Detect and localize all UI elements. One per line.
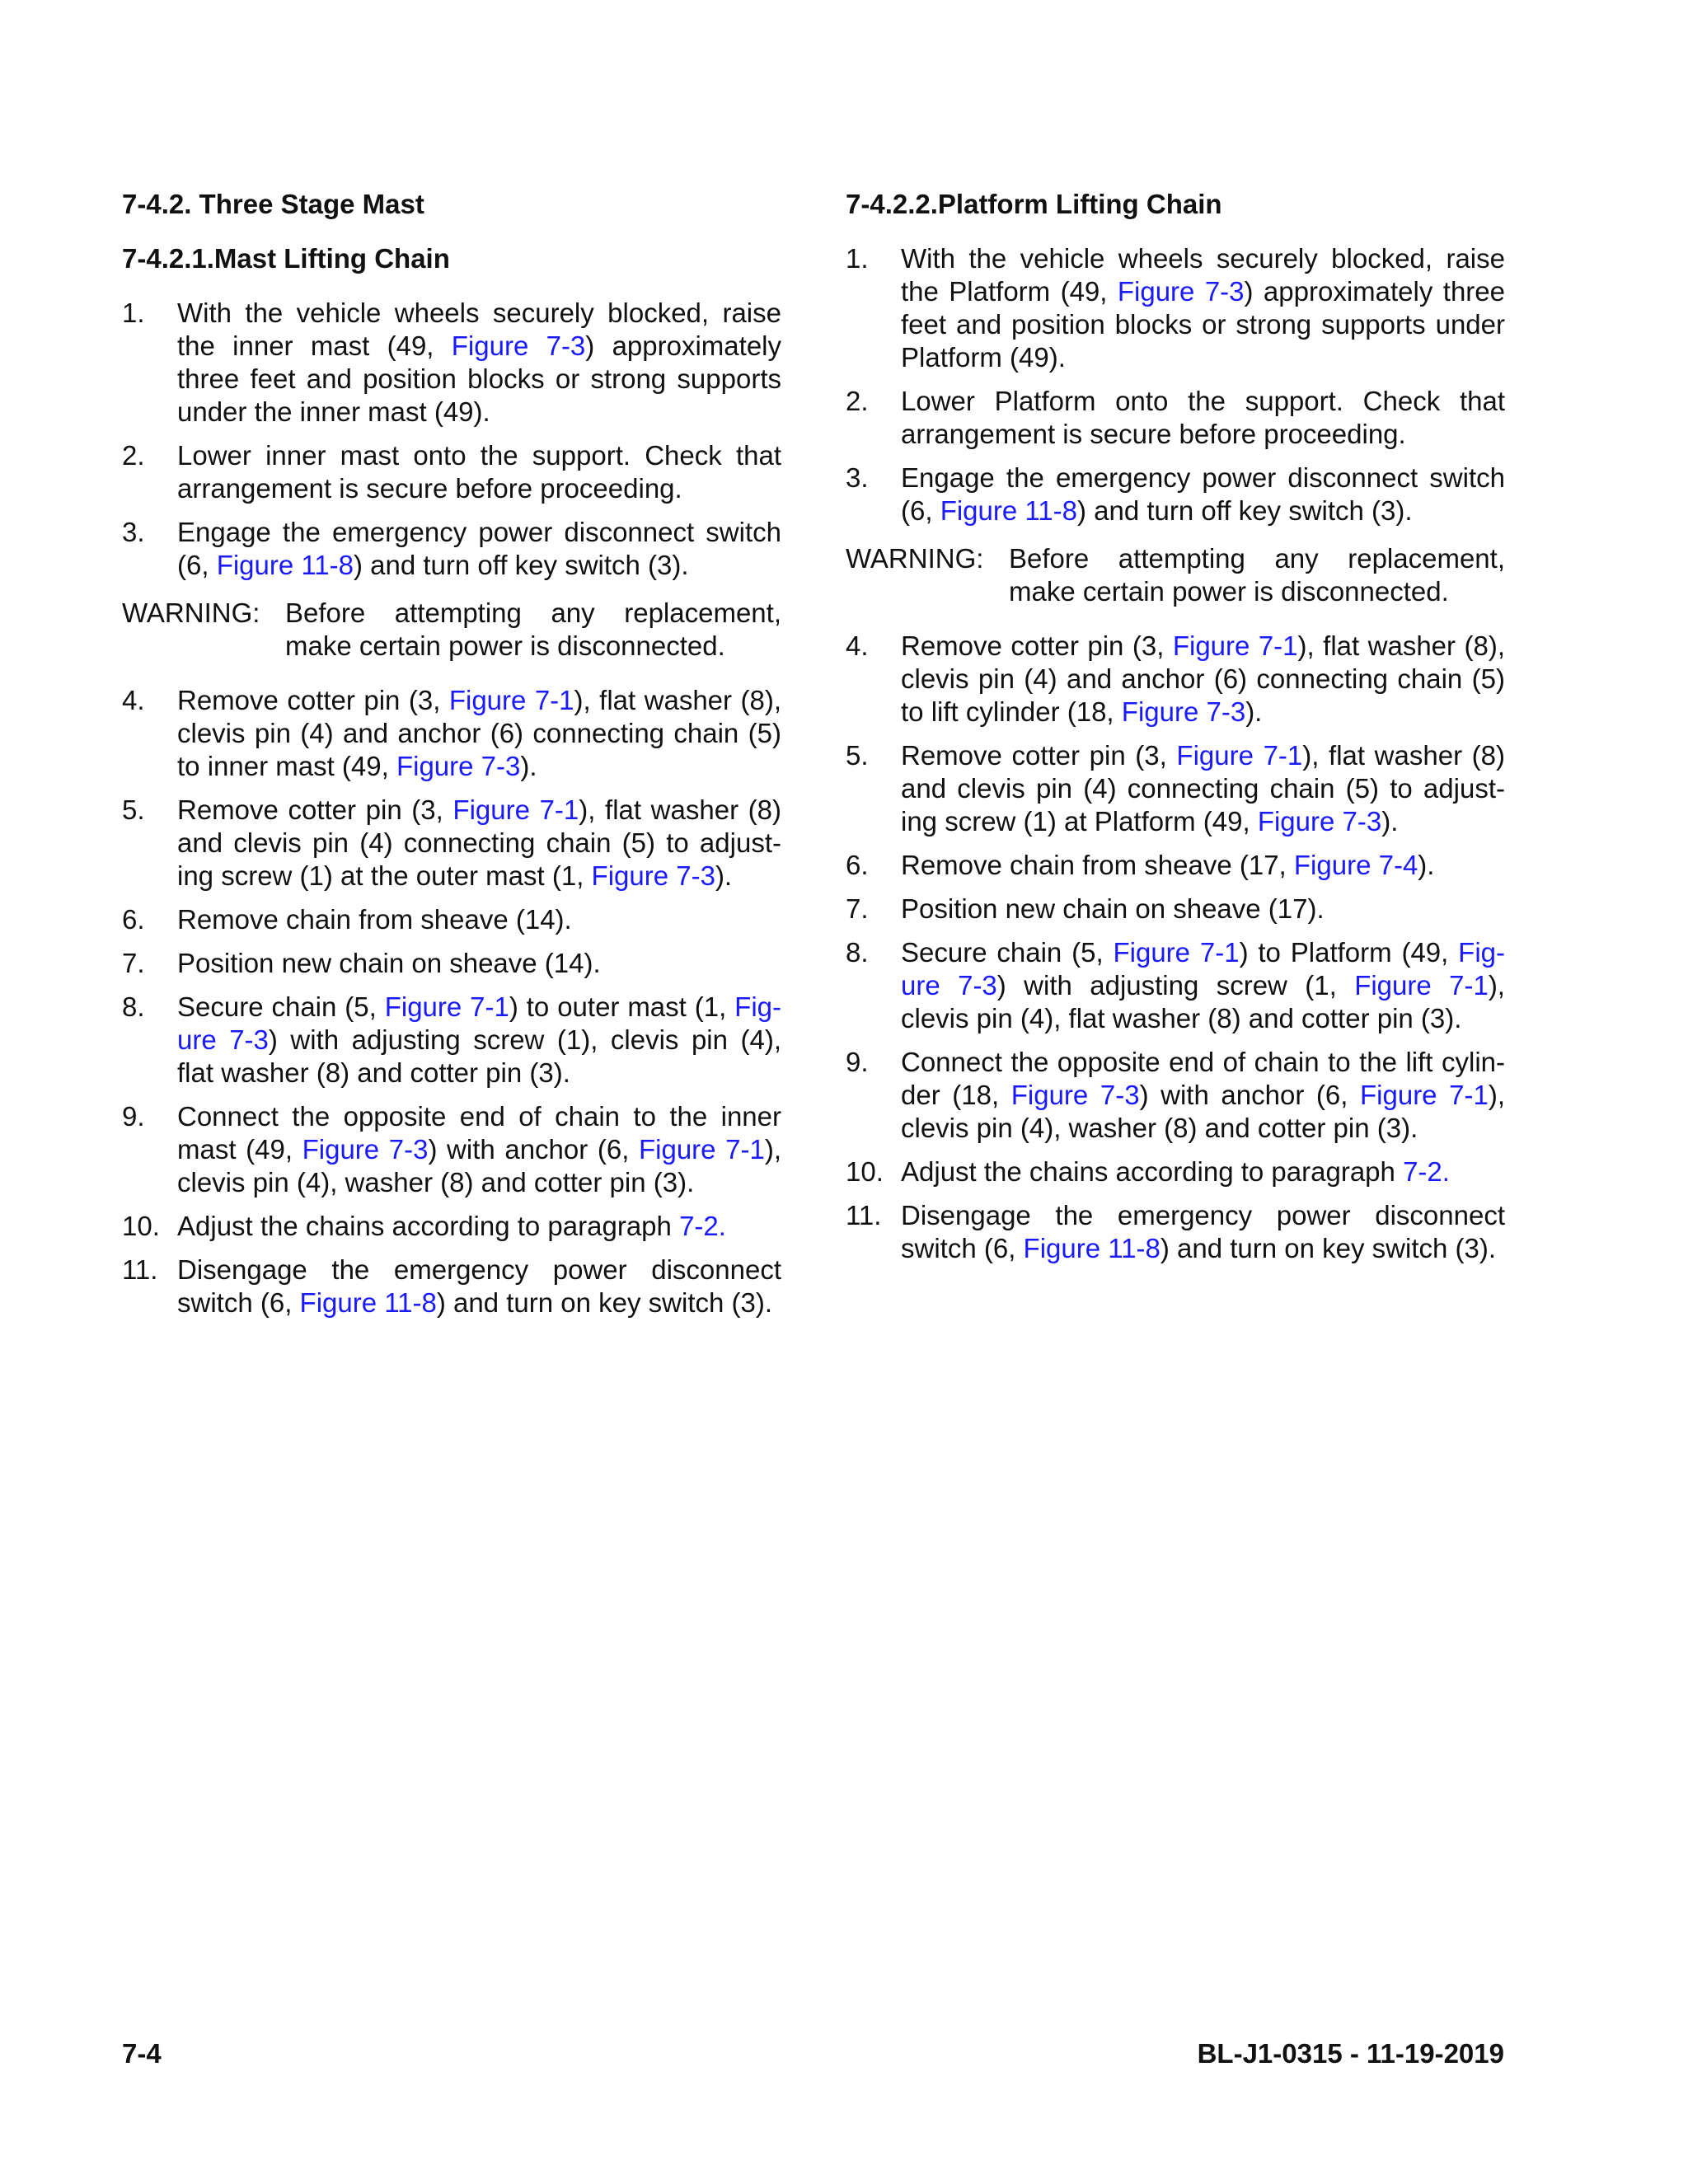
list-item (122, 516, 781, 582)
figure-link[interactable]: 7-2. (679, 1211, 726, 1241)
list-item (122, 1254, 781, 1319)
step-text-segment: ), clevis pin (4), washer (8) and cotter pin (3). (177, 1134, 781, 1197)
warning-note (846, 542, 1505, 608)
step-number: 7. (846, 893, 869, 924)
warning-label: WARNING: (846, 543, 984, 574)
figure-link[interactable]: Figure 7-1 (1113, 937, 1240, 968)
subsection-heading: 7-4.2.1.Mast Lifting Chain (122, 243, 450, 274)
step-text (901, 243, 1505, 373)
step-text (177, 948, 601, 978)
figure-link[interactable]: Figure 7-1 (1354, 970, 1489, 1001)
step-text-segment: ) and turn off key switch (3). (354, 550, 689, 580)
step-text (901, 1200, 1505, 1263)
figure-link[interactable]: Figure 7-3 (901, 937, 1505, 1001)
right-column (846, 188, 1505, 1276)
figure-link[interactable]: Figure 11-8 (216, 550, 354, 580)
step-text-segment: Connect the opposite end of chain to the inner mast (49, (177, 1101, 781, 1165)
step-text-segment: ). (1418, 850, 1435, 880)
step-text (177, 517, 781, 580)
page-number: 7-4 (122, 2038, 162, 2069)
list-item (122, 1210, 781, 1243)
figure-link[interactable]: Figure 7-1 (1176, 740, 1303, 771)
step-text (177, 1101, 781, 1197)
subsection-heading: 7-4.2.2.Platform Lifting Chain (846, 189, 1222, 219)
list-item (846, 893, 1505, 926)
list-item (122, 684, 781, 783)
figure-link[interactable]: Figure 11-8 (940, 495, 1077, 526)
step-text (901, 850, 1434, 880)
list-item (122, 947, 781, 980)
left-column (122, 188, 781, 1330)
step-text (901, 386, 1505, 449)
warning-note (122, 597, 781, 663)
list-item (846, 1046, 1505, 1145)
step-number: 4. (122, 685, 145, 715)
list-item (122, 903, 781, 936)
step-number: 2. (846, 386, 869, 416)
figure-link[interactable]: Figure 7-3 (451, 330, 586, 361)
step-text-segment: Secure chain (5, (901, 937, 1114, 968)
step-number: 9. (846, 1047, 869, 1077)
step-text-segment: Remove cotter pin (3, (177, 794, 453, 825)
figure-link[interactable]: Figure 7-3 (1121, 696, 1246, 727)
step-text-segment: ) and turn off key switch (3). (1077, 495, 1413, 526)
list-item (846, 385, 1505, 451)
figure-link[interactable]: Figure 7-3 (1010, 1080, 1140, 1110)
step-text-segment: ) to Platform (49, (1239, 937, 1459, 968)
step-text-segment: Remove cotter pin (3, (901, 740, 1177, 771)
step-text-segment: Adjust the chains according to paragraph (177, 1211, 680, 1241)
step-number: 11. (846, 1200, 882, 1230)
list-item (846, 1155, 1505, 1188)
step-text (901, 937, 1505, 1033)
step-text-segment: Position new chain on sheave (17). (901, 893, 1325, 924)
step-text-segment: ), flat washer (8), clevis pin (4) and anchor (6) connecting chain (5) to inner mast (49, (177, 685, 781, 781)
step-text (901, 1047, 1505, 1143)
step-text-segment: ) and turn on key switch (3). (436, 1287, 773, 1318)
step-number: 11. (122, 1254, 158, 1285)
step-text (177, 1211, 726, 1241)
step-text-segment: ), flat washer (8), clevis pin (4) and anchor (6) connecting chain (5) to lift cylinder (18, (901, 630, 1505, 727)
list-item (122, 297, 781, 429)
step-text-segment: Adjust the chains according to paragraph (901, 1156, 1404, 1187)
step-text-segment: ). (1381, 806, 1399, 837)
step-number: 6. (122, 904, 145, 935)
step-text (177, 1254, 781, 1318)
step-text-segment: ) and turn on key switch (3). (1160, 1233, 1497, 1263)
list-item (846, 1199, 1505, 1265)
figure-link[interactable]: 7-2. (1403, 1156, 1450, 1187)
step-text-segment: Connect the opposite end of chain to the lift cylinder (18, (901, 1047, 1505, 1110)
step-text-segment: ) with adjusting screw (1), clevis pin (4), flat washer (8) and cotter pin (3). (177, 1024, 781, 1088)
step-text (177, 991, 781, 1088)
figure-link[interactable]: Figure 7-3 (1117, 276, 1245, 307)
step-text-segment: ), clevis pin (4), washer (8) and cotter pin (3). (901, 1080, 1505, 1143)
step-text (901, 462, 1505, 526)
figure-link[interactable]: Figure 7-1 (384, 991, 509, 1022)
step-number: 10. (122, 1211, 160, 1241)
step-number: 9. (122, 1101, 145, 1132)
step-number: 5. (846, 740, 869, 771)
figure-link[interactable]: Figure 7-3 (1257, 806, 1382, 837)
list-item (846, 936, 1505, 1035)
step-text-segment: ), clevis pin (4), flat washer (8) and cotter pin (3). (901, 970, 1505, 1033)
figure-link[interactable]: Figure 7-1 (1172, 630, 1298, 661)
list-item (846, 849, 1505, 882)
list-item (846, 739, 1505, 838)
step-text (901, 740, 1505, 837)
figure-link[interactable]: Figure 7-1 (448, 685, 574, 715)
step-text (177, 685, 781, 781)
step-text-segment: Remove cotter pin (3, (901, 630, 1173, 661)
step-text-segment: ). (1245, 696, 1263, 727)
step-text-segment: ). (520, 751, 537, 781)
procedure-steps (846, 630, 1505, 1265)
step-text-segment: Engage the emergency power disconnect switch (6, (901, 462, 1505, 526)
step-text-segment: With the vehicle wheels securely blocked, raise the Platform (49, (901, 243, 1505, 307)
step-number: 1. (846, 243, 869, 274)
step-text-segment: Remove chain from sheave (14). (177, 904, 572, 935)
step-text-segment: Disengage the emergency power disconnect switch (6, (901, 1200, 1505, 1263)
section-heading: 7-4.2. Three Stage Mast (122, 189, 424, 219)
step-number: 2. (122, 440, 145, 471)
figure-link[interactable]: Figure 11-8 (299, 1287, 437, 1318)
step-number: 4. (846, 630, 869, 661)
step-text-segment: Secure chain (5, (177, 991, 385, 1022)
figure-link[interactable]: Figure 7-3 (177, 991, 782, 1055)
list-item (846, 462, 1505, 527)
figure-link[interactable]: Figure 7-3 (396, 751, 521, 781)
figure-link[interactable]: Figure 7-1 (1360, 1080, 1489, 1110)
figure-link[interactable]: Figure 11-8 (1023, 1233, 1160, 1263)
warning-text: Before attempting any replacement, make certain power is disconnected. (1009, 543, 1505, 607)
step-text-segment: ), flat washer (8) and clevis pin (4) connecting chain (5) to adjusting screw (1) at Platform (49, (901, 740, 1506, 837)
warning-text: Before attempting any replacement, make certain power is disconnected. (285, 598, 781, 661)
step-text (177, 440, 781, 504)
step-text-segment: ) with adjusting screw (1, (996, 970, 1355, 1001)
procedure-steps (122, 297, 781, 582)
step-text (177, 298, 781, 427)
figure-link[interactable]: Figure 7-3 (591, 860, 715, 891)
list-item (122, 439, 781, 505)
step-text-segment: ) with anchor (6, (428, 1134, 639, 1165)
step-number: 8. (846, 937, 869, 968)
step-text-segment: Remove cotter pin (3, (177, 685, 449, 715)
step-text-segment: Lower inner mast onto the support. Check that arrangement is secure before proceeding. (177, 440, 781, 504)
step-text-segment: With the vehicle wheels securely blocked, raise the inner mast (49, (177, 298, 781, 361)
list-item (122, 794, 781, 893)
step-text-segment: ) to outer mast (1, (509, 991, 735, 1022)
step-number: 5. (122, 794, 145, 825)
step-number: 1. (122, 298, 145, 328)
document-id: BL-J1-0315 - 11-19-2019 (1197, 2038, 1504, 2069)
figure-link[interactable]: Figure 7-3 (302, 1134, 429, 1165)
procedure-steps (846, 242, 1505, 527)
step-text-segment: Lower Platform onto the support. Check that arrangement is secure before proceeding. (901, 386, 1505, 449)
step-number: 3. (846, 462, 869, 493)
list-item (846, 630, 1505, 729)
list-item (846, 242, 1505, 374)
step-text-segment: Disengage the emergency power disconnect switch (6, (177, 1254, 781, 1318)
list-item (122, 991, 781, 1090)
step-text (177, 794, 781, 891)
figure-link[interactable]: Figure 7-4 (1293, 850, 1418, 880)
list-item (122, 1100, 781, 1199)
procedure-steps (122, 684, 781, 1319)
step-number: 7. (122, 948, 145, 978)
figure-link[interactable]: Figure 7-1 (452, 794, 579, 825)
step-text (901, 893, 1325, 924)
step-text-segment: Remove chain from sheave (17, (901, 850, 1294, 880)
step-text (177, 904, 572, 935)
step-text-segment: ) approximately three feet and position blocks or strong supports under the inner mast (49). (177, 330, 781, 427)
step-text (901, 630, 1505, 727)
figure-link[interactable]: Figure 7-1 (638, 1134, 765, 1165)
step-number: 3. (122, 517, 145, 547)
step-text-segment: ) with anchor (6, (1139, 1080, 1360, 1110)
step-number: 10. (846, 1156, 884, 1187)
step-text-segment: Position new chain on sheave (14). (177, 948, 601, 978)
step-text (901, 1156, 1450, 1187)
step-text-segment: ), flat washer (8) and clevis pin (4) connecting chain (5) to adjusting screw (1) at the outer mast (1, (177, 794, 782, 891)
step-text-segment: ) approximately three feet and position blocks or strong supports under Platform (49). (901, 276, 1505, 373)
step-number: 8. (122, 991, 145, 1022)
warning-label: WARNING: (122, 598, 260, 628)
step-text-segment: Engage the emergency power disconnect switch (6, (177, 517, 781, 580)
step-number: 6. (846, 850, 869, 880)
step-text-segment: ). (715, 860, 733, 891)
